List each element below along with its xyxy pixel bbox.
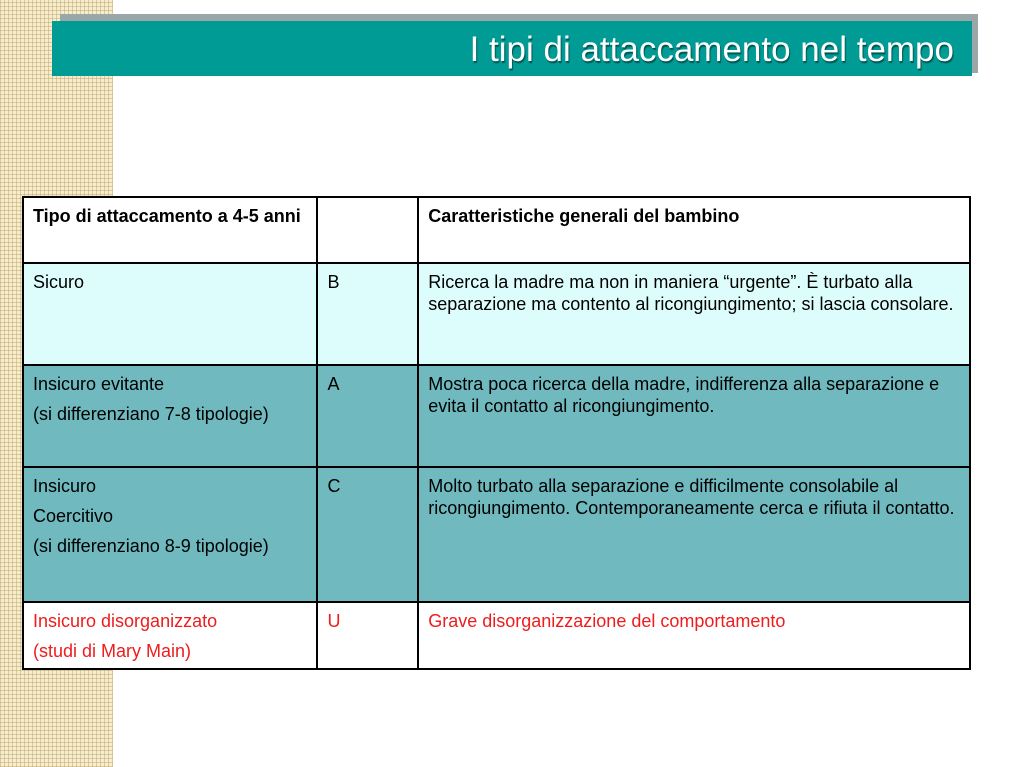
cell-attachment-type — [23, 263, 317, 365]
cell-attachment-type — [23, 467, 317, 602]
header-cell-type: Tipo di attaccamento a 4-5 anni — [23, 197, 317, 263]
cell-description: Ricerca la madre ma non in maniera “urgente”. È turbato alla separazione ma contento al ricongiungimento; si lascia consolare. — [418, 263, 970, 365]
attachment-types-table — [22, 196, 971, 670]
table-header-row — [23, 197, 970, 263]
cell-description: Molto turbato alla separazione e difficilmente consolabile al ricongiungimento. Contemporaneamente cerca e rifiuta il contatto. — [418, 467, 970, 602]
cell-code: C — [317, 467, 418, 602]
table-row — [23, 263, 970, 365]
table-row — [23, 602, 970, 669]
table-row — [23, 365, 970, 467]
title-bar — [52, 21, 972, 76]
cell-description: Grave disorganizzazione del comportamento — [418, 602, 970, 669]
cell-attachment-type — [23, 365, 317, 467]
cell-code: U — [317, 602, 418, 669]
type-line: Coercitivo — [33, 506, 114, 526]
type-line: Sicuro — [33, 272, 85, 292]
type-line: (si differenziano 7-8 tipologie) — [33, 404, 269, 424]
header-cell-characteristics: Caratteristiche generali del bambino — [418, 197, 970, 263]
type-line: Insicuro — [33, 476, 97, 496]
slide-title: I tipi di attaccamento nel tempo — [469, 30, 954, 69]
cell-description: Mostra poca ricerca della madre, indifferenza alla separazione e evita il contatto al ricongiungimento. — [418, 365, 970, 467]
cell-code: A — [317, 365, 418, 467]
header-cell-code — [317, 197, 418, 263]
table-row — [23, 467, 970, 602]
type-line: Insicuro evitante — [33, 374, 165, 394]
cell-code: B — [317, 263, 418, 365]
type-line: (si differenziano 8-9 tipologie) — [33, 536, 269, 556]
type-line: Insicuro disorganizzato — [33, 611, 218, 631]
type-line: (studi di Mary Main) — [33, 641, 192, 661]
cell-attachment-type — [23, 602, 317, 669]
